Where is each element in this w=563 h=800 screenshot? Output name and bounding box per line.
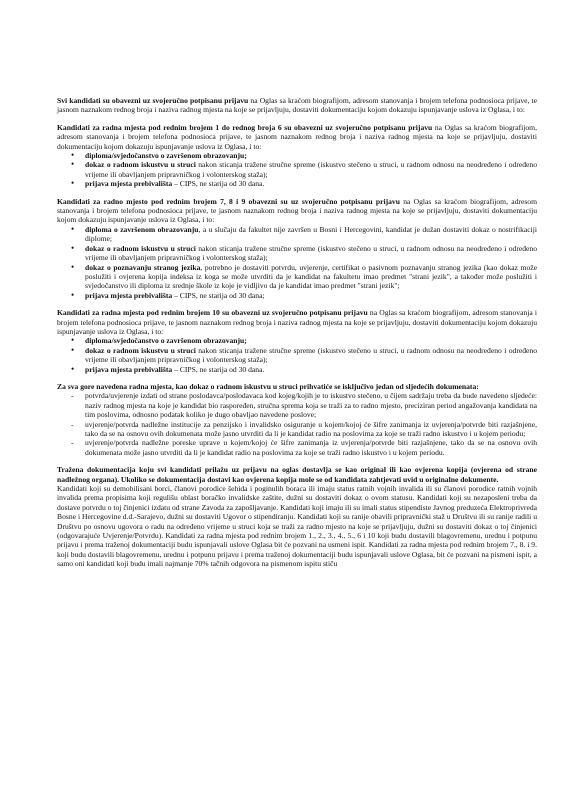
- document-body: [57, 96, 537, 569]
- section-lead: Kandidati za radna mjesta pod rednim brojem 10 su obavezni uz svojeručno potpisanu prijavu: [57, 308, 368, 318]
- section-lead: Kandidati za radna mjesta pod rednim brojem 1 do rednog broja 6 su obavezni uz svojeručno potpisanu prijavu: [57, 122, 433, 132]
- list-item: • dokaz o radnom iskustvu u struci nakon sticanja tražene stručne spreme (iskustvo stečeno u struci, u radnom odnosu na neodređeno i određeno vrijeme ili obavljanjem pripravničkog i volonterskog staža);: [57, 244, 537, 263]
- section-positions-7-9: [57, 197, 537, 300]
- section-body: Kandidati koji su demobilisani borci, članovi porodice šehida i poginulih boraca ili imaju status ratnih vojnih invalida ili su članovi porodice ratnih vojnih invalida prema propisima koji regulišu oblast boračko invalidske zaštite, dužni su dostaviti dokaz o ovom statusu. Kandidati koji su nezaposleni treba da dostave potvrdu o toj činjenici izdatu od strane Zavoda za zapošljavanje. Kandidati koji imaju ili su imali status stipendiste Javnog preduzeća Elektroprivreda Bosne i Hercegovine d.d.-Sarajevo, dužni su dostaviti Ugovor o stipendiranju. Kandidati koji su ranije obavili pripravnički staž u Društvu ili su ranije radili u Društvu po osnovu ugovora o radu na određeno vrijeme u struci koja se traži za radno mjesto na koje se prijavljuju, dužni su dostaviti dokaz o toj činjenici (odgovarajuće Uvjerenje/Potvrdu). Kandidati za radna mjesta pod rednim brojem 1., 2., 3., 4., 5., 6 i 10 koji budu dostavili blagovremenu, urednu i potpunu prijavu i prema traženoj dokumentaciji budu ispunjavali uslove Oglasa bit će pozvani na usmeni ispit. Kandidati za radna mjesta pod rednim brojem 7., 8. i 9. koji budu dostavili blagovremenu, urednu i potpunu prijavu i prema traženoj dokumentaciji budu ispunjavali uslove Oglasa, bit će pozvani na pismeni ispit, a samo oni kandidati koji budu imali najmanje 70% tačnih odgovora na pismenom ispitu stiču: [57, 484, 537, 569]
- section-rest: na Oglas sa kraćom biografijom, adresom stanovanja i brojem telefona podnosioca prijave, te jasnom naznakom rednog broja i naziva radnog mjesta na koje se prijavljuju, dostaviti dokumentaciju kojom dokazuju ispunjavanje uslova iz Oglasa, i to:: [57, 196, 537, 225]
- list-item: - uvjerenje/potvrda nadležne poreske uprave u kojem/kojoj će šifre zanimanja iz uvjerenja/potvrde biti razjašnjene, tako da se na osnovu ovih dokumenata može jasno utvrditi da li je kandidat radio na poslovima za koje se traži radno iskustvo i u kojem periodu.: [57, 438, 537, 457]
- list-item: • prijava mjesta prebivališta – CIPS, ne starija od 30 dana.: [57, 365, 537, 374]
- list-item: • prijava mjesta prebivališta – CIPS, ne starija od 30 dana;: [57, 291, 537, 300]
- intro-lead: Svi kandidati su obavezni uz svojeručno potpisanu prijavu: [57, 96, 249, 105]
- list-item: - uvjerenje/potvrda nadležne institucije za penzijsko i invalidsko osiguranje u kojem/kojoj će šifre zanimanja iz uvjerenja/potvrde biti razjašnjene, tako da se na osnovu ovih dokumenata može jasno utvrditi da li je kandidat radio na poslovima za koje se traži radno iskustvo i u kojem periodu;: [57, 420, 537, 439]
- list-item: • dokaz o radnom iskustvu u struci nakon sticanja tražene stručne spreme (iskustvo stečeno u struci, u radnom odnosu na neodređeno i određeno vrijeme ili obavljanjem pripravničkog i volonterskog staža);: [57, 160, 537, 179]
- list-item: • diploma/svjedočanstvo o završenom obrazovanju;: [57, 336, 537, 345]
- list-item: • prijava mjesta prebivališta – CIPS, ne starija od 30 dana.: [57, 179, 537, 188]
- list-item: • dokaz o radnom iskustvu u struci nakon sticanja tražene stručne spreme (iskustvo stečeno u struci, u radnom odnosu na neodređeno i određeno vrijeme ili obavljanjem pripravničkog i volonterskog staža);: [57, 346, 537, 365]
- intro-rest: na Oglas sa kraćom biografijom, adresom stanovanja i brojem telefona podnosioca prijave, te jasnom naznakom rednog broja i naziva radnog mjesta na koje se prijavljuju, dostaviti dokumentaciju kojom dokazuju ispunjavanje uslova iz Oglasa, i to:: [57, 96, 537, 115]
- section-rest: na Oglas sa kraćom biografijom, adresom stanovanja i brojem telefona podnosioca prijave, te jasnom naznakom rednog broja i naziva radnog mjesta na koje se prijavljuju, dostaviti dokumentaciju kojom dokazuju ispunjavanje uslova iz Oglasa, i to:: [57, 122, 537, 151]
- intro-paragraph: [57, 96, 537, 115]
- section-positions-1-6: [57, 123, 537, 189]
- section-heading: Tražena dokumentacija koju svi kandidati prilažu uz prijavu na oglas dostavlja se kao original ili kao ovjerena kopija (ovjerena od strane nadležnog organa). Ukoliko se dokumentacija dostavi kao ovjerena kopija mole se od kandidata zahtjevati uvid u originalne dokumente.: [57, 465, 537, 484]
- section-documentation: [57, 465, 537, 568]
- section-lead: Kandidati za radno mjesto pod rednim brojem 7, 8 i 9 obavezni su uz svojeručno potpisanu prijavu: [57, 196, 400, 206]
- list-item: • diploma o završenom obrazovanju, a u slučaju da fakultet nije završen u Bosni i Hercegovini, kandidat je dužan dostaviti dokaz o nostrifikaciji diplome;: [57, 225, 537, 244]
- list-item: • diploma/svjedočanstvo o završenom obrazovanju;: [57, 151, 537, 160]
- section-position-10: [57, 308, 537, 374]
- section-heading: Za sva gore navedena radna mjesta, kao dokaz o radnom iskustvu u struci prihvatiće se isključivo jedan od sljedećih dokumenata:: [57, 381, 479, 391]
- list-item: - potvrda/uvjerenje izdati od strane poslodavca/poslodavaca kod kojeg/kojih je to iskustvo stečeno, u čijem sadržaju treba da bude navedeno sljedeće: naziv radnog mjesta na koje je kandidat bio raspoređen, stručna sprema koja se traži za to radno mjesto, preciziran period angažovanja kandidata na tim poslovima, odnosno podatak koliko je dugo obavljao navedene poslove;: [57, 391, 537, 419]
- list-item: • dokaz o poznavanju stranog jezika, potrebno je dostaviti potvrdu, uvjerenje, certifikat o pasivnom poznavanju stranog jezika (kao dokaz može poslužiti i ovjerena kopija indeksa iz koga se može utvrditi da je kandidat na fakultetu imao predmet "strani jezik", a također može poslužiti i svjedočanstvo ili diploma iz srednje škole iz koje je vidljivo da je kandidat imao predmet "strani jezik";: [57, 263, 537, 291]
- section-experience-proof: [57, 382, 537, 457]
- section-rest: na Oglas sa kraćom biografijom, adresom stanovanja i brojem telefona podnosioca prijave, te jasnom naznakom rednog broja i naziva radnog mjesta na koje se prijavljuju, dostaviti dokumentaciju kojom dokazuju ispunjavanje uslova iz Oglasa, i to:: [57, 308, 537, 336]
